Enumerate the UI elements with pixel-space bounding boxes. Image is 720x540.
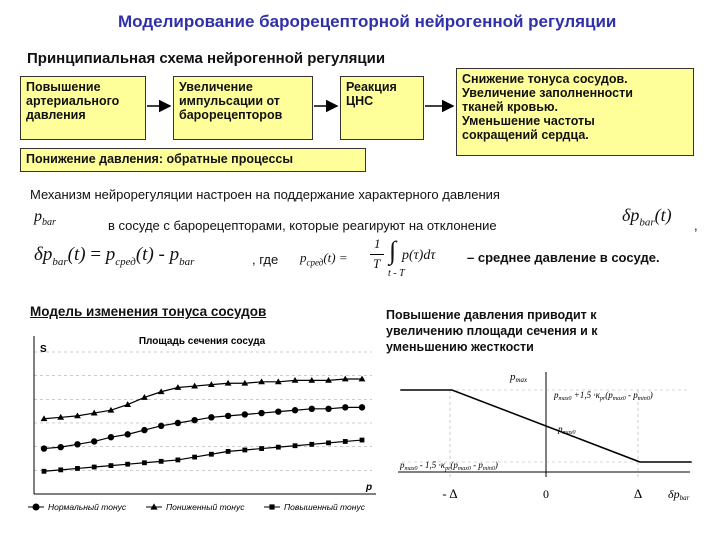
series-3-point (75, 466, 80, 471)
pmax-chart-background (390, 362, 710, 512)
scheme-box-impulse-increase: Увеличение импульсации от барорецепторов (173, 76, 313, 140)
series-3-point (226, 449, 231, 454)
legend-label-2: Пониженный тонус (166, 502, 245, 512)
scheme-subtitle: Принципиальная схема нейрогенной регуляции (27, 50, 386, 67)
scheme-box-pressure-rise: Повышение артериального давления (20, 76, 146, 140)
series-1-point (175, 420, 181, 426)
legend-marker-3 (269, 504, 274, 509)
chart-background (22, 326, 382, 516)
series-1-point (58, 444, 64, 450)
chart-legend (28, 502, 366, 512)
pmax-dependence-chart (390, 362, 710, 512)
series-1-point (108, 434, 114, 440)
series-3-point (209, 452, 214, 457)
series-3-point (92, 465, 97, 470)
series-3-point (343, 439, 348, 444)
series-3-point (309, 442, 314, 447)
vessel-area-chart (22, 326, 382, 516)
chart-y-label: S (40, 344, 47, 355)
series-3-point (293, 443, 298, 448)
series-1-point (208, 414, 214, 420)
integral-lower-limit: t - T (388, 268, 405, 279)
scheme-box-cns-reaction: Реакция ЦНС (340, 76, 424, 140)
integral-sign-icon: ∫ (389, 236, 397, 265)
average-pressure-lhs: $p_{сред}(t)$ = (300, 250, 348, 268)
mechanism-line-2: в сосуде с барорецепторами, которые реагируют на отклонение (108, 218, 497, 233)
pmax-lower-formula: $p_{max0} - 1,5 \cdot\kappa_{pr}(p_{max0} - p_{min0})$ (400, 460, 498, 472)
legend-marker-1 (33, 504, 40, 511)
legend-label-3: Повышенный тонус (284, 502, 365, 512)
series-1-point (309, 406, 315, 412)
fraction-bar (370, 254, 384, 255)
pbar-symbol: $p_{bar}$ (34, 208, 56, 229)
series-1-point (41, 445, 47, 451)
pmax-axis-label: δpbar (668, 487, 690, 502)
series-1-point (191, 417, 197, 423)
series-3-point (259, 446, 264, 451)
series-3-point (58, 467, 63, 472)
right-panel-description: Повышение давления приводит к увеличению площади сечения и к уменьшению жесткости (386, 308, 598, 354)
series-1-point (275, 408, 281, 414)
pmax-tick-pos: Δ (633, 486, 643, 501)
series-1-point (225, 413, 231, 419)
scheme-arrows (0, 0, 720, 200)
series-3-point (326, 440, 331, 445)
mechanism-comma: , (694, 218, 698, 233)
series-3-point (175, 458, 180, 463)
deviation-equation: $\delta p_{bar}(t) = p_{сред}(t) - p_{bar}$ (34, 244, 195, 268)
series-3-point (109, 463, 114, 468)
series-1-point (258, 410, 264, 416)
pmax-mid-label: $p_{max0}$ (558, 424, 576, 436)
series-1-point (342, 404, 348, 410)
page-title: Моделирование барорецепторной нейрогенной регуляции (118, 12, 617, 31)
series-1-point (141, 427, 147, 433)
pmax-tick-zero: 0 (543, 487, 549, 501)
series-3-point (360, 438, 365, 443)
series-1-point (292, 407, 298, 413)
chart-title: Площадь сечения сосуда (138, 336, 266, 347)
series-1-point (242, 411, 248, 417)
series-1-point (158, 423, 164, 429)
where-label: , где (252, 252, 279, 267)
legend-label-1: Нормальный тонус (48, 502, 127, 512)
series-3-point (125, 462, 130, 467)
series-1-point (91, 438, 97, 444)
average-integrand: p(τ)dτ (402, 248, 436, 263)
pmax-upper-formula: $p_{max0} +1,5 \cdot\kappa_{pr}(p_{max0} - p_{min0})$ (554, 390, 653, 402)
pmax-tick-neg: - Δ (442, 486, 458, 501)
average-pressure-description: – среднее давление в сосуде. (467, 250, 660, 265)
series-3-point (159, 459, 164, 464)
chart-x-label: p (366, 482, 373, 493)
series-3-point (142, 460, 147, 465)
series-3-point (276, 445, 281, 450)
series-1-point (124, 431, 130, 437)
series-3-point (42, 469, 47, 474)
delta-p-symbol: $\delta p_{bar}(t)$ (622, 205, 672, 229)
average-fraction-numerator: 1 (374, 236, 381, 251)
scheme-box-feedback: Понижение давления: обратные процессы (20, 148, 366, 172)
mechanism-line-1: Механизм нейрорегуляции настроен на поддержание характерного давления (30, 187, 500, 202)
average-fraction-denominator: T (373, 256, 381, 271)
scheme-box-vessel-tone: Снижение тонуса сосудов. Увеличение заполненности тканей кровью. Уменьшение частоты сокращений сердца. (456, 68, 694, 156)
series-3-point (192, 455, 197, 460)
series-1-point (359, 404, 365, 410)
tone-model-heading: Модель изменения тонуса сосудов (30, 304, 267, 319)
series-3-point (242, 448, 247, 453)
series-1-point (325, 406, 331, 412)
pmax-top-label: pmax (510, 371, 528, 384)
series-1-point (74, 441, 80, 447)
